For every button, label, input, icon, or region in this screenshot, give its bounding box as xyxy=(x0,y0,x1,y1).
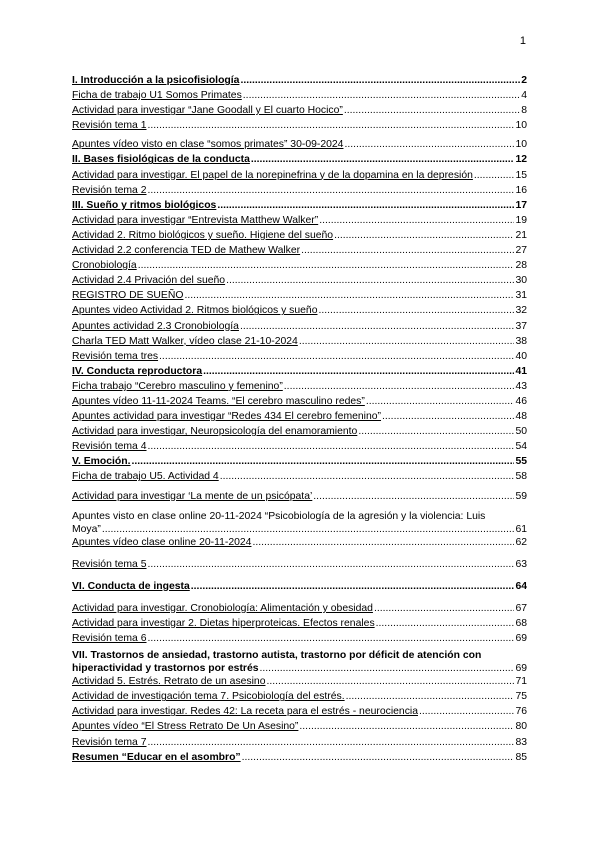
toc-entry-title: Revisión tema tres xyxy=(72,350,159,362)
toc-entry[interactable] xyxy=(72,259,527,274)
toc-entry-title: Revisión tema 6 xyxy=(72,633,147,645)
toc-entry[interactable] xyxy=(72,244,527,259)
toc-entry-title: Revisión tema 1 xyxy=(72,120,147,132)
toc-entry-page: 19 xyxy=(515,214,527,226)
toc-entry-page: 10 xyxy=(515,120,527,132)
toc-entry-title: Actividad 2. Ritmo biológicos y sueño. Higiene del sueño xyxy=(72,229,334,241)
toc-entry[interactable] xyxy=(72,89,527,104)
toc-entry[interactable] xyxy=(72,320,527,335)
toc-entry[interactable] xyxy=(72,490,527,505)
toc-entry-title: Apuntes vídeo 11-11-2024 Teams. “El cerebro masculino redes” xyxy=(72,395,365,407)
toc-entry-page: 59 xyxy=(515,490,527,502)
toc-entry-page: 43 xyxy=(515,380,527,392)
toc-entry-title: Ficha de trabajo U5. Actividad 4 xyxy=(72,471,219,483)
toc-entry-page: 38 xyxy=(515,335,527,347)
toc-entry-page: 30 xyxy=(515,275,527,287)
toc-entry-title: Apuntes vídeo visto en clase “somos primates” 30-09-2024 xyxy=(72,139,344,151)
toc-entry-title: Actividad para investigar. Redes 42: La receta para el estrés - neurociencia xyxy=(72,706,418,718)
toc-entry[interactable] xyxy=(72,229,527,244)
toc-entry-title: Revisión tema 5 xyxy=(72,558,147,570)
toc-entry[interactable] xyxy=(72,440,527,455)
toc-entry[interactable] xyxy=(72,580,527,595)
toc-entry[interactable] xyxy=(72,199,527,214)
toc-entry-title: Resumen “Educar en el asombro” xyxy=(72,751,241,763)
toc-entry-title-continued: hiperactividad y trastornos por estrés xyxy=(72,663,259,675)
toc-entry[interactable] xyxy=(72,104,527,119)
toc-entry-title: I. Introducción a la psicofisiología xyxy=(72,75,240,86)
toc-entry[interactable] xyxy=(72,649,527,675)
toc-entry-page: 31 xyxy=(515,290,527,302)
toc-entry-page: 4 xyxy=(521,90,527,102)
toc-entry-title: Apuntes actividad para investigar “Redes 434 El cerebro femenino” xyxy=(72,411,382,423)
toc-entry-title: Apuntes vídeo “El Stress Retrato De Un Asesino” xyxy=(72,721,299,733)
toc-entry[interactable] xyxy=(72,455,527,470)
toc-entry-title: Actividad para investigar 2. Dietas hiperproteicas. Efectos renales xyxy=(72,618,375,629)
toc-entry-page: 75 xyxy=(515,691,527,703)
toc-entry-page: 64 xyxy=(515,580,527,592)
toc-entry[interactable] xyxy=(72,380,527,395)
toc-entry-page: 85 xyxy=(515,751,527,763)
toc-entry-title: IV. Conducta reproductora xyxy=(72,365,203,377)
toc-entry-page: 80 xyxy=(515,721,527,733)
toc-entry-title: Actividad 2.2 conferencia TED de Mathew Walker xyxy=(72,245,301,257)
toc-entry-title: Revisión tema 2 xyxy=(72,184,147,196)
toc-entry-title: Cronobiología xyxy=(72,260,137,272)
toc-entry-page: 15 xyxy=(515,169,527,181)
toc-entry-page: 63 xyxy=(515,558,527,570)
toc-entry[interactable] xyxy=(72,304,527,319)
toc-entry-page: 55 xyxy=(515,456,527,468)
toc-entry[interactable] xyxy=(72,119,527,134)
toc-entry-page: 10 xyxy=(515,139,527,151)
toc-entry-page: 61 xyxy=(515,523,527,535)
toc-entry-title: Charla TED Matt Walker, vídeo clase 21-10-2024 xyxy=(72,335,298,347)
toc-entry-page: 67 xyxy=(515,602,527,614)
toc-entry[interactable] xyxy=(72,602,527,617)
toc-entry-title: Apuntes vídeo clase online 20-11-2024 xyxy=(72,536,252,548)
toc-entry-title: Apuntes video Actividad 2. Ritmos biológicos y sueño xyxy=(72,305,318,317)
toc-entry-title: VI. Conducta de ingesta xyxy=(72,580,190,592)
toc-entry-title: Apuntes actividad 2.3 Cronobiología xyxy=(72,320,239,332)
toc-entry[interactable] xyxy=(72,751,527,766)
toc-entry[interactable] xyxy=(72,425,527,440)
toc-entry-page: 58 xyxy=(515,471,527,483)
toc-entry-title: Actividad para investigar. Cronobiología: Alimentación y obesidad xyxy=(72,602,373,614)
toc-entry-title: Apuntes visto en clase online 20-11-2024 “Psicobiología de la agresión y la violencia: Luis xyxy=(72,510,486,522)
toc-entry-title: Revisión tema 4 xyxy=(72,441,147,453)
toc-entry[interactable] xyxy=(72,74,527,89)
toc-entry-page: 69 xyxy=(515,633,527,645)
toc-entry[interactable] xyxy=(72,350,527,365)
toc-entry[interactable] xyxy=(72,536,527,551)
toc-entry-title-continued: Moya” xyxy=(72,523,101,535)
toc-entry-page: 41 xyxy=(515,365,527,377)
toc-entry-page: 68 xyxy=(515,618,527,629)
toc-entry-page: 27 xyxy=(515,245,527,257)
toc-entry-title: Ficha trabajo “Cerebro masculino y femenino” xyxy=(72,380,283,392)
toc-entry-title: III. Sueño y ritmos biológicos xyxy=(72,199,217,211)
toc-entry-page: 83 xyxy=(515,736,527,748)
toc-entry-page: 69 xyxy=(515,663,527,675)
toc-entry-page: 12 xyxy=(515,154,527,166)
toc-entry-title: Actividad para investigar. El papel de la norepinefrina y de la dopamina en la depresión xyxy=(72,169,473,181)
toc-entry-title: Actividad 2.4 Privación del sueño xyxy=(72,275,226,287)
toc-entry[interactable] xyxy=(72,365,527,380)
toc-entry-page: 48 xyxy=(515,411,527,423)
toc-entry[interactable] xyxy=(72,138,527,153)
toc-entry-title: Ficha de trabajo U1 Somos Primates xyxy=(72,90,242,102)
toc-entry[interactable] xyxy=(72,153,527,168)
toc-entry[interactable] xyxy=(72,720,527,735)
toc-entry-page: 76 xyxy=(515,706,527,718)
toc-entry[interactable] xyxy=(72,617,527,632)
toc-entry-page: 28 xyxy=(515,260,527,272)
toc-entry[interactable] xyxy=(72,690,527,705)
toc-entry-page: 21 xyxy=(515,229,527,241)
toc-entry-page: 54 xyxy=(515,441,527,453)
toc-entry[interactable] xyxy=(72,274,527,289)
toc-entry-page: 71 xyxy=(515,676,527,688)
toc-entry-title: Actividad para investigar, Neuropsicología del enamoramiento xyxy=(72,426,358,438)
toc-entry[interactable] xyxy=(72,510,527,536)
toc-entry-page: 62 xyxy=(515,536,527,548)
table-of-contents xyxy=(72,74,527,766)
toc-entry-page: 17 xyxy=(515,199,527,211)
toc-entry-page: 32 xyxy=(515,305,527,317)
toc-entry[interactable] xyxy=(72,395,527,410)
toc-entry[interactable] xyxy=(72,675,527,690)
toc-entry-title: Revisión tema 7 xyxy=(72,736,147,748)
toc-entry[interactable] xyxy=(72,632,527,647)
toc-entry-title: Actividad de investigación tema 7. Psicobiología del estrés. xyxy=(72,691,345,703)
toc-entry-title: V. Emoción. xyxy=(72,456,131,468)
toc-entry[interactable] xyxy=(72,558,527,573)
toc-entry[interactable] xyxy=(72,705,527,720)
toc-entry-title: Actividad para investigar “Entrevista Matthew Walker” xyxy=(72,214,319,226)
toc-entry[interactable] xyxy=(72,169,527,184)
toc-entry[interactable] xyxy=(72,335,527,350)
toc-entry-title: Actividad para investigar “Jane Goodall y El cuarto Hocico” xyxy=(72,105,343,117)
page-number: 1 xyxy=(519,35,526,47)
toc-entry[interactable] xyxy=(72,289,527,304)
toc-entry-title: Actividad para investigar ‘La mente de un psicópata’ xyxy=(72,490,313,502)
toc-entry[interactable] xyxy=(72,470,527,485)
toc-entry[interactable] xyxy=(72,214,527,229)
toc-entry-page: 16 xyxy=(515,184,527,196)
toc-entry-page: 50 xyxy=(515,426,527,438)
toc-entry-page: 40 xyxy=(515,350,527,362)
toc-entry-title: VII. Trastornos de ansiedad, trastorno autista, trastorno por déficit de atención con xyxy=(72,650,482,662)
toc-entry-title: REGISTRO DE SUEÑO xyxy=(72,290,184,302)
toc-entry[interactable] xyxy=(72,410,527,425)
toc-entry-page: 46 xyxy=(515,395,527,407)
toc-entry-title: II. Bases fisiológicas de la conducta xyxy=(72,154,250,166)
toc-entry-page: 2 xyxy=(521,75,527,86)
toc-entry-title: Actividad 5. Estrés. Retrato de un asesino xyxy=(72,676,266,688)
toc-entry[interactable] xyxy=(72,736,527,751)
toc-entry-page: 8 xyxy=(521,105,527,117)
toc-entry-page: 37 xyxy=(515,320,527,332)
toc-entry[interactable] xyxy=(72,184,527,199)
